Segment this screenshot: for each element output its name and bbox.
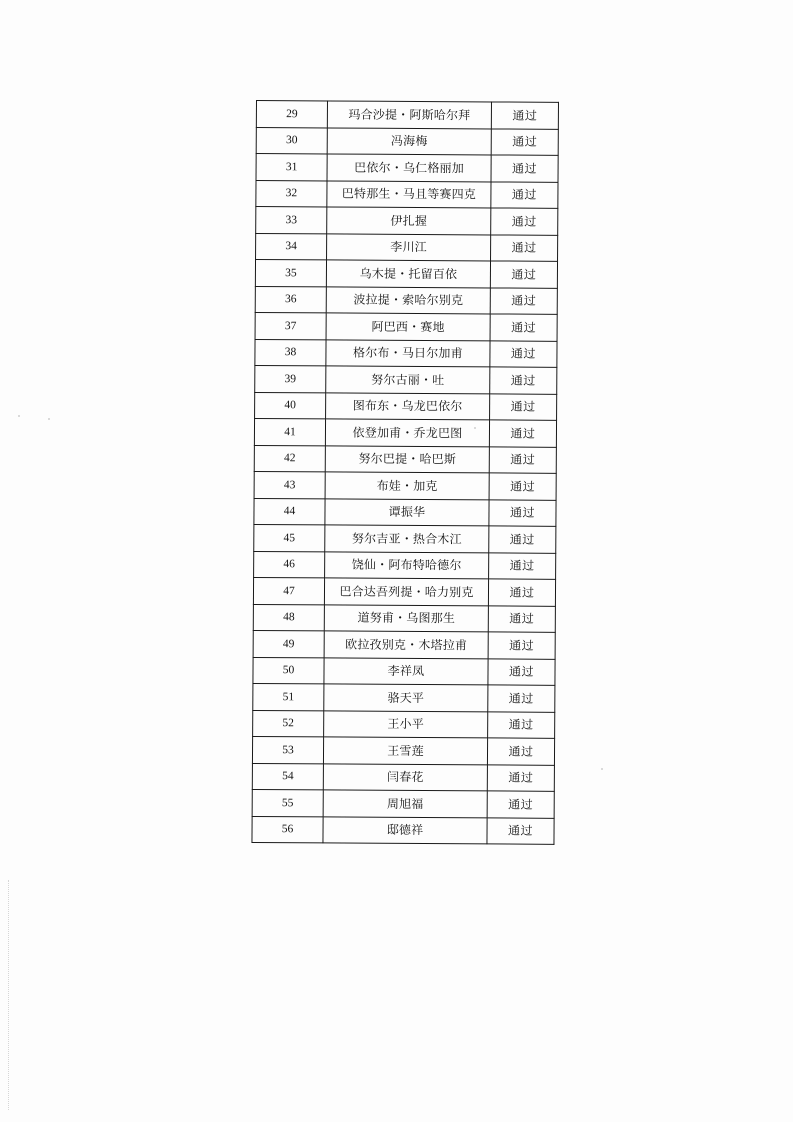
table-row [254,524,556,552]
table-row [255,260,557,288]
person-name: 图布东・乌龙巴依尔 [326,392,490,420]
review-status: 通过 [491,128,558,155]
table-body [252,101,559,845]
table-row [253,683,555,711]
person-name: 格尔布・马日尔加甫 [326,339,490,367]
person-name: 周旭福 [323,790,487,818]
review-status: 通过 [490,340,557,367]
row-number: 29 [256,101,327,128]
row-number: 49 [253,630,324,657]
person-name: 李祥凤 [324,657,488,685]
person-name: 努尔吉亚・热合木江 [325,525,489,553]
review-status: 通过 [491,208,558,235]
review-status: 通过 [490,314,557,341]
person-name: 努尔古丽・吐 [326,366,490,394]
person-name: 王雪莲 [323,737,487,765]
review-status: 通过 [487,764,554,791]
row-number: 56 [252,816,323,843]
table-row [255,339,557,367]
person-name: 阿巴西・赛地 [326,313,490,341]
table-row [253,604,555,632]
table-row [252,789,554,817]
person-name: 布娃・加克 [325,472,489,500]
row-number: 39 [255,365,326,392]
table-row [254,551,556,579]
scan-speck [474,427,476,429]
review-status: 通过 [488,632,555,659]
review-status: 通过 [487,817,554,844]
table-row [255,365,557,393]
review-status: 通过 [487,738,554,765]
person-name: 道努甫・乌图那生 [324,604,488,632]
row-number: 30 [256,127,327,154]
review-status: 通过 [489,526,556,553]
table-row [253,657,555,685]
row-number: 31 [256,154,327,181]
person-name: 饶仙・阿布特哈德尔 [325,551,489,579]
person-name: 王小平 [324,710,488,738]
results-table [251,100,559,845]
review-status: 通过 [489,499,556,526]
person-name: 欧拉孜别克・木塔拉甫 [324,631,488,659]
row-number: 54 [252,763,323,790]
review-status: 通过 [487,791,554,818]
row-number: 38 [255,339,326,366]
table-row [252,816,554,844]
row-number: 51 [253,683,324,710]
table-row [254,498,556,526]
row-number: 55 [252,789,323,816]
table-row [255,312,557,340]
review-status: 通过 [488,685,555,712]
scan-speck [18,415,20,417]
table-row [254,471,556,499]
table-row [256,154,558,182]
table-row [254,418,556,446]
person-name: 巴合达吾列提・哈力别克 [324,578,488,606]
review-status: 通过 [491,102,558,129]
row-number: 44 [254,498,325,525]
table-row [256,127,558,155]
person-name: 伊扎握 [327,207,491,235]
row-number: 36 [255,286,326,313]
row-number: 48 [253,604,324,631]
row-number: 40 [255,392,326,419]
row-number: 45 [254,524,325,551]
person-name: 依登加甫・乔龙巴图 [325,419,489,447]
row-number: 32 [256,180,327,207]
row-number: 43 [254,471,325,498]
row-number: 53 [252,736,323,763]
table-row [255,392,557,420]
review-status: 通过 [491,234,558,261]
review-status: 通过 [491,181,558,208]
person-name: 冯海梅 [327,127,491,155]
review-status: 通过 [490,261,557,288]
person-name: 乌木提・托留百依 [326,260,490,288]
table-row [253,577,555,605]
review-status: 通过 [489,446,556,473]
review-status: 通过 [488,579,555,606]
review-status: 通过 [490,287,557,314]
row-number: 42 [254,445,325,472]
review-status: 通过 [489,552,556,579]
person-name: 波拉提・索哈尔别克 [326,286,490,314]
table-row [256,180,558,208]
table-row [256,233,558,261]
person-name: 巴特那生・马且等赛四克 [327,180,491,208]
review-status: 通过 [489,473,556,500]
person-name: 谭振华 [325,498,489,526]
review-status: 通过 [488,605,555,632]
row-number: 50 [253,657,324,684]
person-name: 巴依尔・乌仁格丽加 [327,154,491,182]
review-status: 通过 [490,367,557,394]
scan-speck [48,418,50,420]
row-number: 37 [255,312,326,339]
review-status: 通过 [491,155,558,182]
scan-speck [601,768,603,770]
row-number: 35 [255,260,326,287]
person-name: 努尔巴提・哈巴斯 [325,445,489,473]
table-row [253,630,555,658]
table-row [255,286,557,314]
table-row [256,207,558,235]
table-row [254,445,556,473]
table-row [252,763,554,791]
table-row [252,736,554,764]
review-status: 通过 [488,658,555,685]
row-number: 52 [253,710,324,737]
row-number: 34 [256,233,327,260]
review-status: 通过 [490,393,557,420]
table-row [253,710,555,738]
person-name: 玛合沙提・阿斯哈尔拜 [327,101,491,129]
row-number: 33 [256,207,327,234]
person-name: 闫春花 [323,763,487,791]
person-name: 骆天平 [324,684,488,712]
person-name: 李川江 [327,233,491,261]
scan-edge-marks [8,880,11,1110]
row-number: 41 [254,418,325,445]
person-name: 邸德祥 [323,816,487,844]
row-number: 47 [253,577,324,604]
review-status: 通过 [488,711,555,738]
row-number: 46 [254,551,325,578]
table-row [256,101,558,129]
review-status: 通过 [489,420,556,447]
